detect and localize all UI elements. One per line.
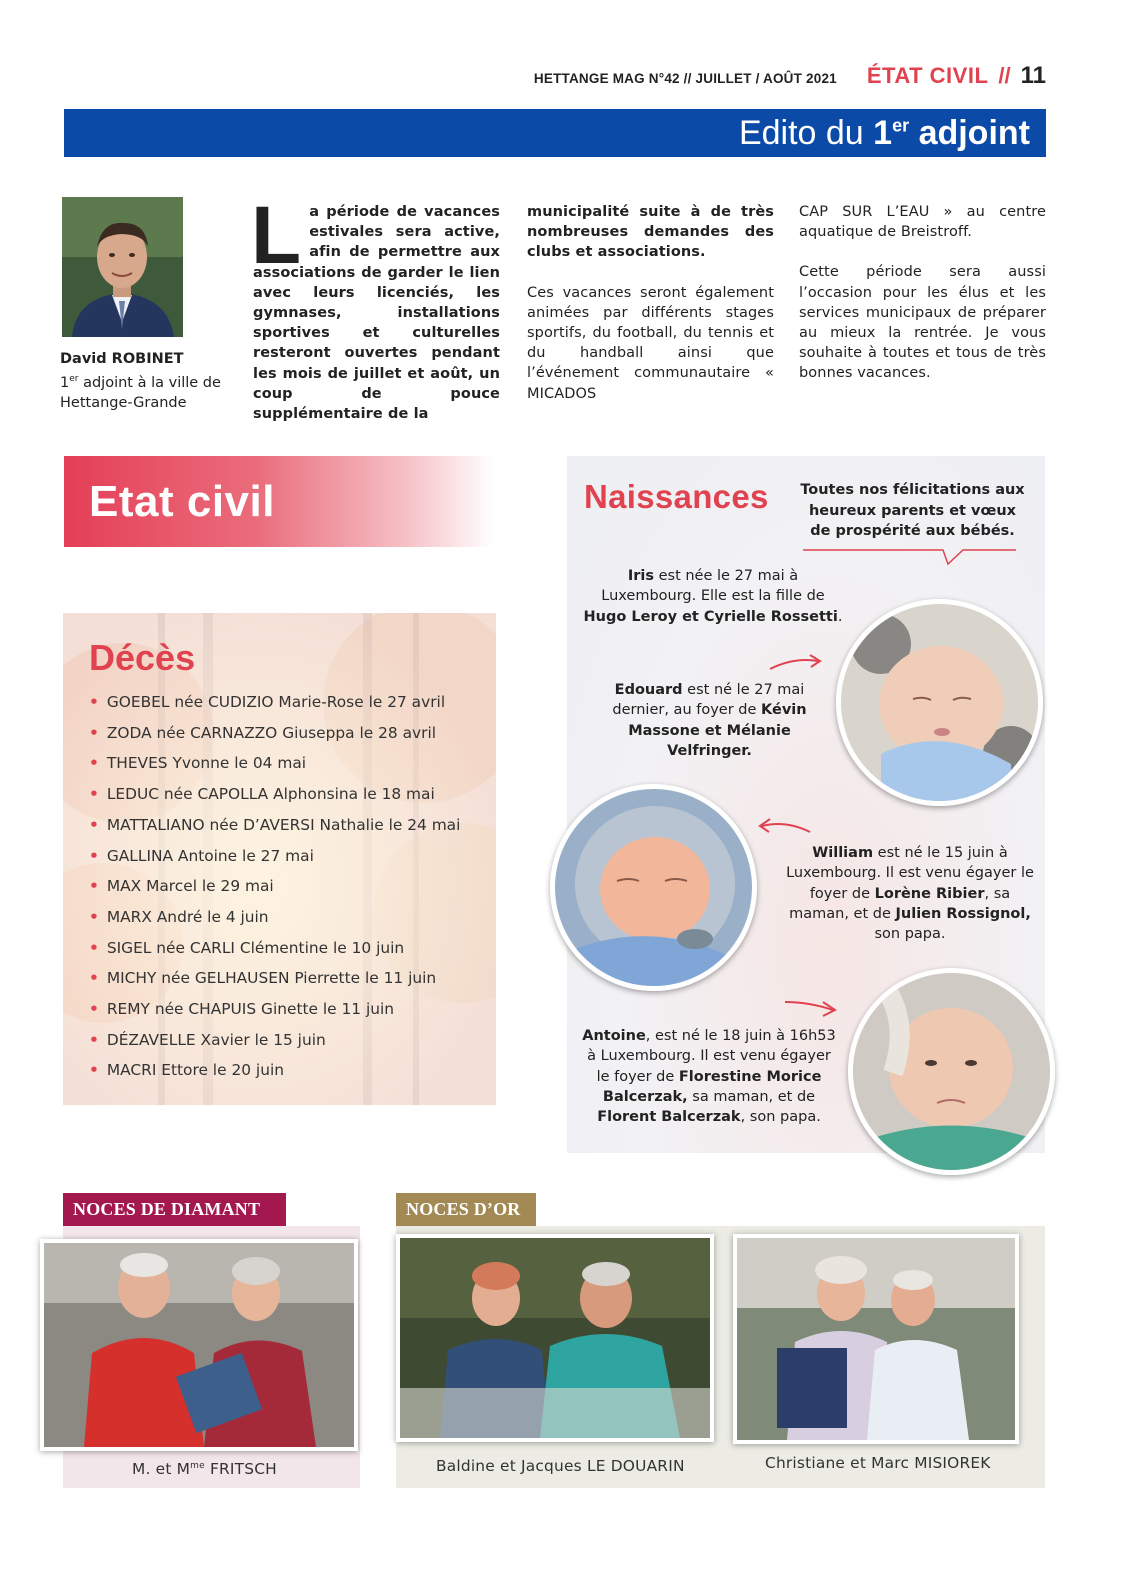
deces-panel (63, 613, 496, 1105)
caption-misiorek: Christiane et Marc MISIOREK (765, 1454, 991, 1472)
section-separator: // (998, 63, 1011, 88)
deces-list (89, 687, 460, 1086)
arrow-left-icon (756, 816, 812, 838)
deces-item: • MICHY née GELHAUSEN Pierrette le 11 juin (89, 963, 460, 994)
section-name: ÉTAT CIVIL (866, 63, 989, 88)
deces-item: • MAX Marcel le 29 mai (89, 871, 460, 902)
magazine-issue: HETTANGE MAG N°42 // JUILLET / AOÛT 2021 (533, 71, 837, 86)
couple-photo-fritsch (40, 1239, 358, 1451)
edito-column-1: La période de vacances estivales sera active, afin de permettre aux associations de garder le lien avec leurs licenciés, les gymnases, installations sportives et culturelles resteront ouvertes pendant les mois de juillet et août, un coup de pouce supplémentaire de la (251, 190, 500, 423)
birth-william: William est né le 15 juin à Luxembourg. Il est venu égayer le foyer de Lorène Ribier, sa maman, et de Julien Rossignol, son papa. (786, 845, 1034, 943)
baby-photo-antoine (848, 968, 1055, 1175)
couple-photo-le-douarin (396, 1234, 714, 1442)
page-number: 11 (1020, 62, 1046, 89)
deces-item: • MATTALIANO née D’AVERSI Nathalie le 24 mai (89, 810, 460, 841)
etat-civil-banner (64, 456, 494, 547)
deces-item: • THEVES Yvonne le 04 mai (89, 748, 460, 779)
noces-or-tab: NOCES D’OR (396, 1193, 536, 1226)
etat-civil-title: Etat civil (89, 476, 275, 526)
birth-iris: Iris est née le 27 mai à Luxembourg. Elle est la fille de Hugo Leroy et Cyrielle Rossetti. (583, 568, 843, 625)
deces-item: • LEDUC née CAPOLLA Alphonsina le 18 mai (89, 779, 460, 810)
birth-antoine: Antoine, est né le 18 juin à 16h53 à Luxembourg. Il est venu égayer le foyer de Florestine Morice Balcerzak, sa maman, et de Florent Balcerzak, son papa. (582, 1028, 836, 1126)
deces-item: • ZODA née CARNAZZO Giuseppa le 28 avril (89, 718, 460, 749)
baby-photo-edouard (836, 599, 1043, 806)
noces-diamant-tab: NOCES DE DIAMANT (63, 1193, 286, 1226)
deces-item: • MARX André le 4 juin (89, 902, 460, 933)
edito-banner (64, 109, 1046, 157)
deces-item: • SIGEL née CARLI Clémentine le 10 juin (89, 933, 460, 964)
deces-item: • GOEBEL née CUDIZIO Marie-Rose le 27 avril (89, 687, 460, 718)
birth-edouard: Edouard est né le 27 mai dernier, au foyer de Kévin Massone et Mélanie Velfringer. (612, 682, 807, 759)
dropcap: L (251, 190, 302, 281)
author-role: 1er adjoint à la ville de Hettange-Grande (60, 374, 221, 411)
edito-title: Edito du 1er adjoint (738, 114, 1030, 152)
deces-item: • GALLINA Antoine le 27 mai (89, 841, 460, 872)
caption-fritsch: M. et $M^{me}$ FRITSCH (132, 1460, 277, 1478)
couple-photo-misiorek (733, 1234, 1019, 1444)
deces-title: Décès (89, 637, 196, 678)
naissances-title: Naissances (584, 478, 769, 515)
speech-line-icon (803, 546, 1019, 568)
author-photo (62, 197, 183, 337)
author-name: David ROBINET (60, 351, 184, 367)
arrow-right-icon (768, 653, 824, 675)
arrow-right-icon (783, 996, 839, 1018)
deces-item: • MACRI Ettore le 20 juin (89, 1055, 460, 1086)
edito-column-2: municipalité suite à de très nombreuses demandes des clubs et associations. Ces vacances seront également animées par différents stages sportifs, du football, du tennis et du handball ainsi que l’événement communautaire « MICADOS (527, 204, 774, 402)
edito-column-3: CAP SUR L’EAU » au centre aquatique de Breistroff. Cette période sera aussi l’occasion pour les élus et les services municipaux de préparer au mieux la rentrée. Je vous souhaite à toutes et tous de très bonnes vacances. (799, 204, 1046, 382)
deces-item: • DÉZAVELLE Xavier le 15 juin (89, 1025, 460, 1056)
baby-photo-william (550, 784, 757, 991)
page-header (534, 62, 1046, 90)
deces-item: • REMY née CHAPUIS Ginette le 11 juin (89, 994, 460, 1025)
naissances-congrats: Toutes nos félicitations aux heureux parents et vœux de prospérité aux bébés. (800, 482, 1025, 539)
caption-le-douarin: Baldine et Jacques LE DOUARIN (436, 1457, 685, 1475)
